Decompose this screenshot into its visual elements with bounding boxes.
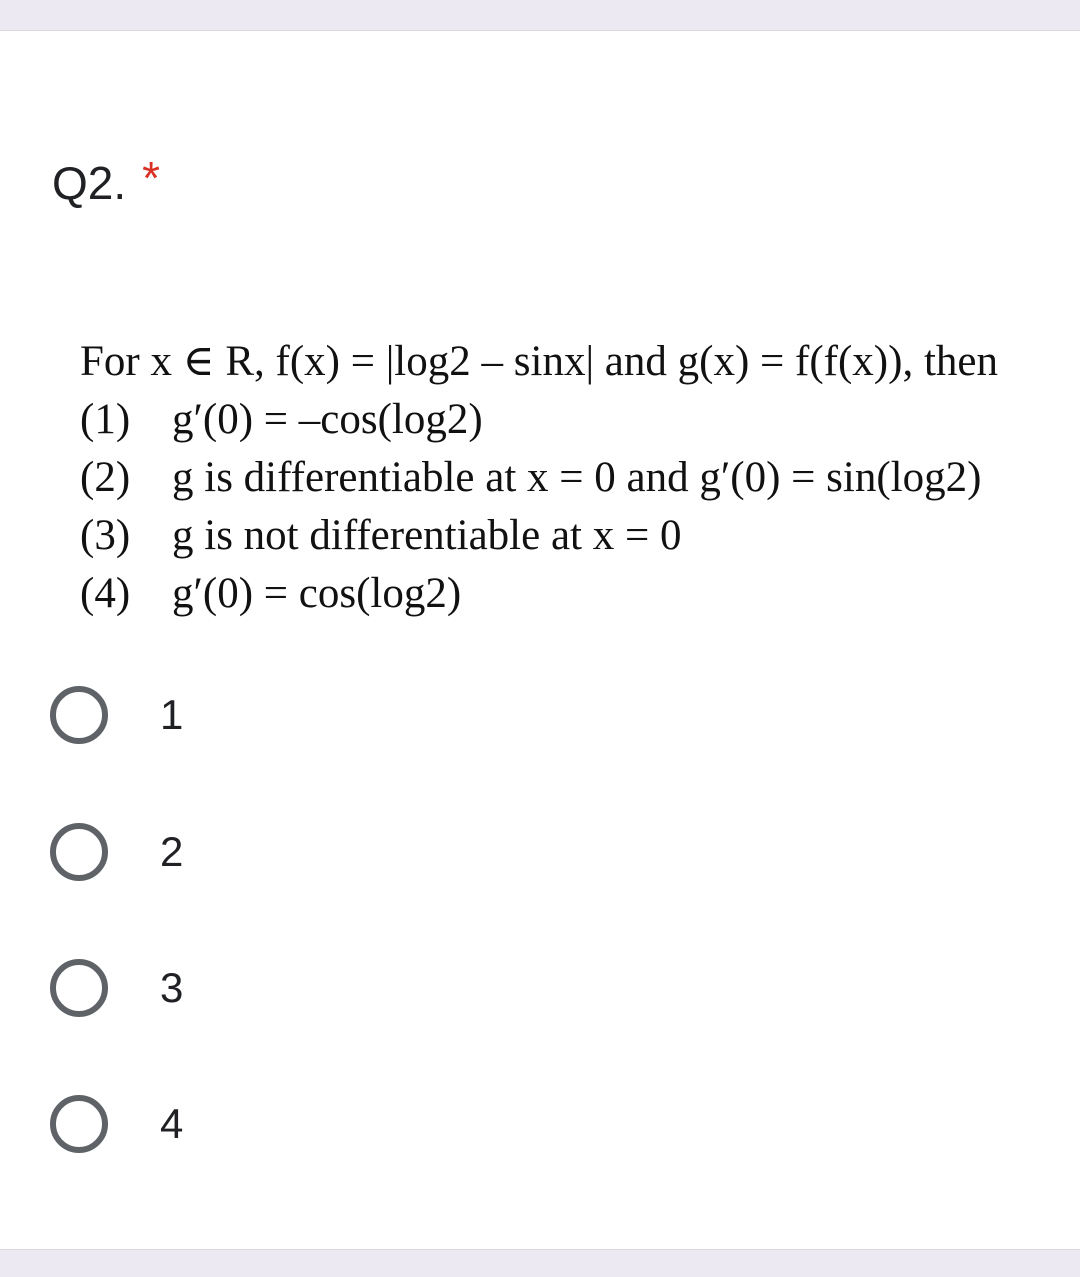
radio-button[interactable] bbox=[50, 823, 108, 881]
question-card bbox=[0, 30, 1080, 1250]
option-1[interactable] bbox=[50, 686, 183, 744]
required-asterisk: * bbox=[142, 152, 161, 204]
option-label: 1 bbox=[160, 691, 184, 738]
option-label: 3 bbox=[160, 964, 184, 1011]
statement-number: (2) bbox=[80, 454, 131, 501]
statement-4 bbox=[80, 565, 1070, 623]
option-4[interactable] bbox=[50, 1095, 183, 1153]
question-stem: For x ∈ R, f(x) = |log2 – sinx| and g(x) = f(f(x)), then bbox=[80, 338, 998, 385]
option-label: 2 bbox=[160, 828, 184, 875]
option-3[interactable] bbox=[50, 959, 183, 1017]
question-image bbox=[80, 333, 1070, 623]
statement-2 bbox=[80, 449, 1070, 507]
statement-text: g′(0) = –cos(log2) bbox=[172, 396, 483, 443]
radio-button[interactable] bbox=[50, 959, 108, 1017]
option-label: 4 bbox=[160, 1100, 184, 1147]
radio-button[interactable] bbox=[50, 686, 108, 744]
option-2[interactable] bbox=[50, 823, 183, 881]
statement-text: g′(0) = cos(log2) bbox=[172, 570, 462, 617]
statement-text: g is not differentiable at x = 0 bbox=[172, 512, 682, 559]
statement-number: (1) bbox=[80, 396, 131, 443]
question-number: Q2. bbox=[52, 157, 127, 209]
statement-3 bbox=[80, 507, 1070, 565]
statement-1 bbox=[80, 391, 1070, 449]
statement-text: g is differentiable at x = 0 and g′(0) = sin(log2) bbox=[172, 454, 982, 501]
question-title-row bbox=[52, 153, 160, 213]
statement-number: (3) bbox=[80, 512, 131, 559]
radio-button[interactable] bbox=[50, 1095, 108, 1153]
statement-number: (4) bbox=[80, 570, 131, 617]
